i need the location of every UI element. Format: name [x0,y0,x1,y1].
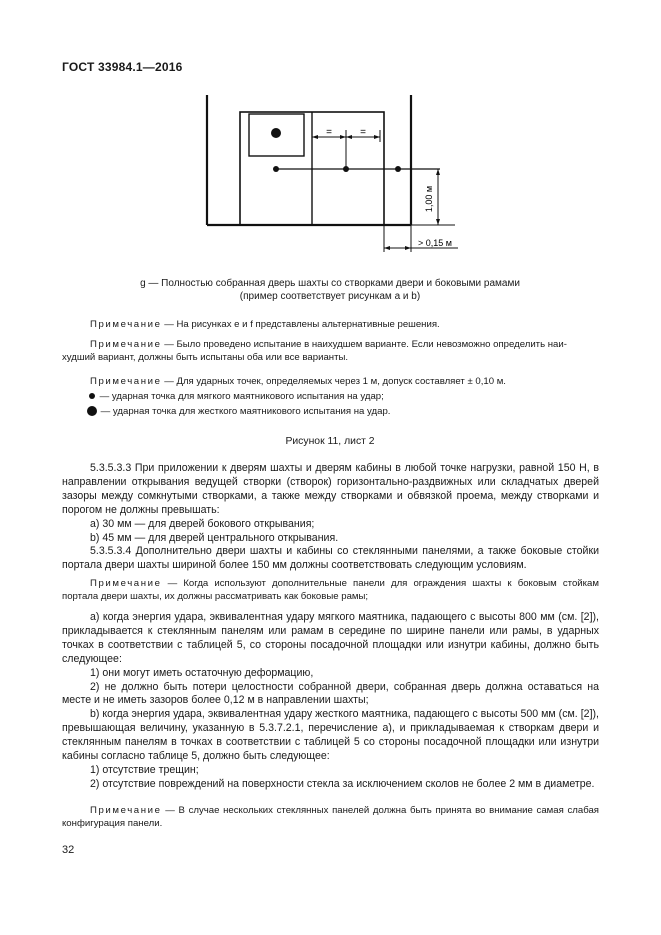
legend-hard-text: — ударная точка для жесткого маятникового испытания на удар. [98,406,391,417]
arrow-dim-top [436,169,440,175]
soft-impact-point-right [395,166,401,172]
list-item-a: a) 30 мм — для дверей бокового открывания; [90,517,315,530]
note-3-word: Примечание [90,376,162,387]
arrow-eq-right [374,135,380,139]
note-2 [62,338,602,364]
condition-a-1: 1) они могут иметь остаточную деформацию, [90,666,314,679]
note-5 [62,804,599,830]
note-4-word: Примечание [90,578,162,589]
condition-b-2: 2) отсутствие повреждений на поверхности стекла за исключением сколов не более 2 мм в диаметре. [90,777,595,790]
soft-point-icon [89,393,95,399]
note-5-word: Примечание [90,805,162,816]
note-3 [90,375,506,388]
paragraph-5-3-5-3-3: 5.3.5.3.3 При приложении к дверям шахты и дверям кабины в любой точке нагрузки, равной 150 Н, в направлении открывания ведущей створки (створок) горизонтально-раздвижных или складчатых дверей зазоры между сомкнутыми створками, а также между створками и обвязкой проема, между створками и порогом не должны превышать: [62,462,599,516]
page-number: 32 [62,844,75,856]
hard-impact-point [271,128,281,138]
legend-hard [87,405,390,418]
conditions-block [62,611,599,792]
note-4 [62,577,599,603]
note-2-word: Примечание [90,339,162,350]
dim-vertical-label: 1,00 м [424,185,434,213]
equal-mark-right: = [360,127,366,138]
arrow-hdim-left [384,246,390,250]
note-5-text: — В случае нескольких стеклянных панелей должна быть принята во внимание самая слабая конфигурация панели. [62,805,599,829]
note-1-word: Примечание [90,319,162,330]
figure-title: Рисунок 11, лист 2 [285,436,375,447]
soft-impact-point-mid [343,166,349,172]
condition-b-1: 1) отсутствие трещин; [90,763,199,776]
equal-mark-left: = [326,127,332,138]
soft-impact-point-left [273,166,279,172]
condition-a-2: 2) не должно быть потери целостности собранной двери, собранная дверь должна оставаться на месте и не иметь зазоров более 0,12 м в направлении шахты; [62,680,599,707]
arrow-dim-bottom [436,219,440,225]
legend-soft-text: — ударная точка для мягкого маятникового испытания на удар; [97,391,384,402]
dim-horizontal-label: > 0,15 м [418,238,452,248]
condition-a: a) когда энергия удара, эквивалентная удару мягкого маятника, падающего с высоты 800 мм (см. [2]), прикладывается к стеклянным панелям или рамам в середине по ширине панели или рамы, в ударных точках в соответствии с таблицей 5, со стороны посадочной площадки или изнутри кабины, должно быть следующее: [62,611,599,665]
list-item-b: b) 45 мм — для дверей центрального открывания. [90,531,339,544]
hard-point-icon [87,406,97,416]
document-header: ГОСТ 33984.1—2016 [62,60,183,74]
note-1 [90,318,440,331]
condition-b: b) когда энергия удара, эквивалентная удару жесткого маятника, падающего с высоты 500 мм (см. [2]), превышающая величину, указанную в 5.3.7.2.1, перечисление a), и прикладываемая к створкам двери и стеклянным панелям в точках в соответствии с таблицей 5 со стороны посадочной площадки или изнутри кабины согласно таблице 5, должно быть следующее: [62,708,599,763]
note-4-text: — Когда используют дополнительные панели для ограждения шахты к боковым стойкам портала двери шахты, их должны рассматривать как боковые рамы; [62,578,599,602]
note-1-text: — На рисунках e и f представлены альтернативные решения. [161,319,440,330]
arrow-hdim-right [405,246,411,250]
figure-caption [60,278,600,303]
arrow-eq-mid-r [346,135,352,139]
arrow-eq-mid-l [340,135,346,139]
legend-soft [89,390,384,403]
note-2-text-b: худший вариант, должны быть испытаны оба или все варианты. [62,352,349,363]
caption-line-1: g — Полностью собранная дверь шахты со створками двери и боковыми рамами [140,278,520,289]
note-2-text-a: — Было проведено испытание в наихудшем варианте. Если невозможно определить наи- [161,339,567,350]
arrow-eq-left [312,135,318,139]
caption-line-2: (пример соответствует рисункам a и b) [239,290,421,302]
paragraph-5-3-5-3-4: 5.3.5.3.4 Дополнительно двери шахты и кабины со стеклянными панелями, а также боковые стойки портала двери шахты шириной более 150 мм должны соответствовать следующим условиям. [62,545,599,572]
door-diagram [0,0,661,300]
section-5-3-5-3-3 [62,462,599,573]
note-3-text: — Для ударных точек, определяемых через 1 м, допуск составляет ± 0,10 м. [161,376,506,387]
